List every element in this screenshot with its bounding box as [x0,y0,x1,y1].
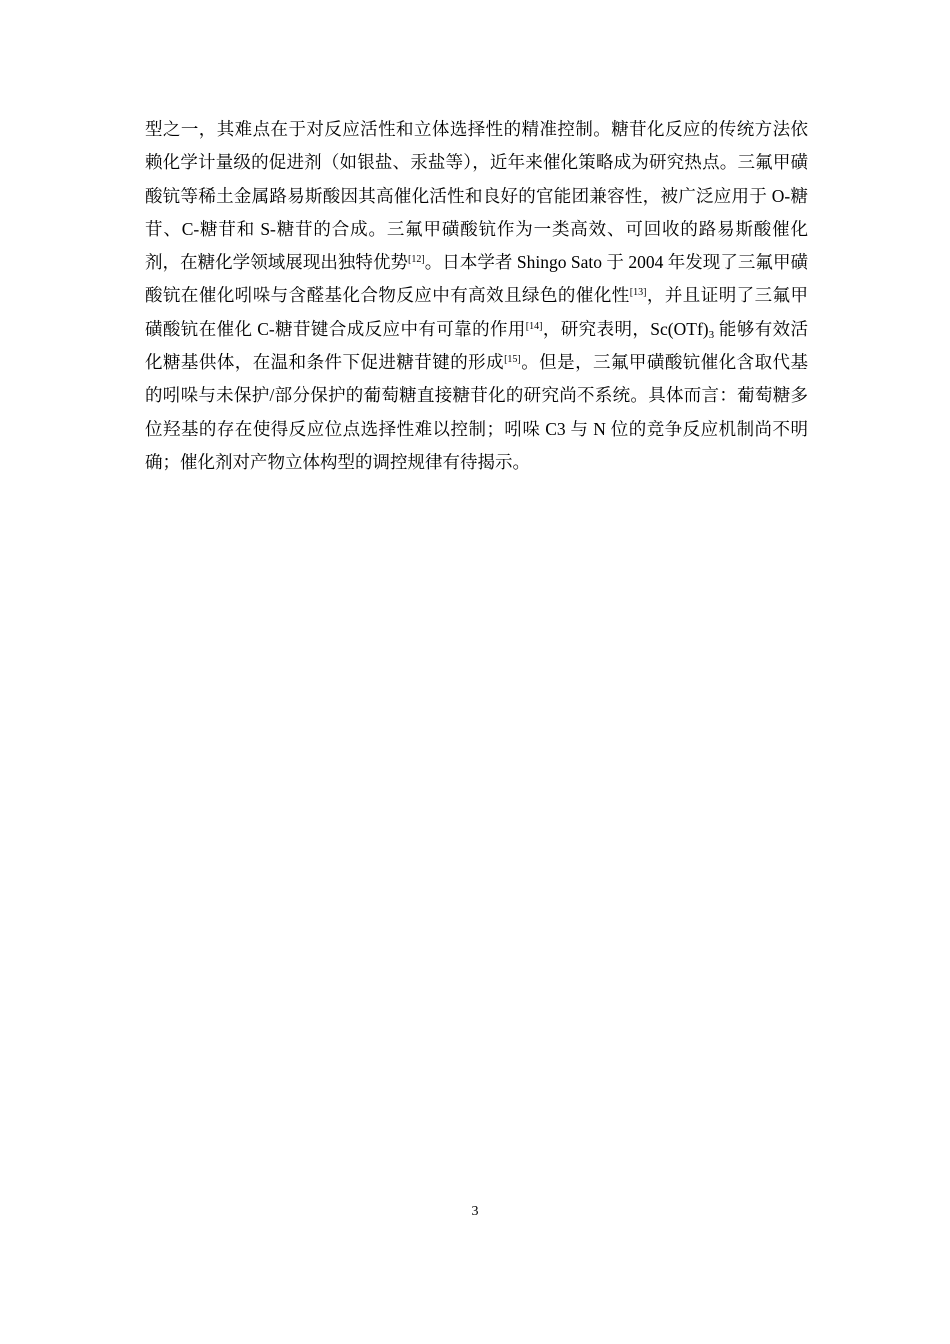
text-run: ，并且证明了三氟甲磺酸钪在催化 C-糖苷键合成反应中有可靠的作用 [145,285,809,339]
citation-12: [12] [408,254,425,266]
citation-15: [15] [504,354,521,366]
text-run: 。日本学者 Shingo Sato 于 2004 年发现了三氟甲磺酸钪在催化吲哚与含醛基化合物反应中有高效且绿色的催化性 [145,252,808,306]
subscript-3: 3 [708,328,715,341]
text-run: ，研究表明，Sc(OTf) [542,318,709,339]
citation-13: [13] [629,287,647,299]
body-paragraph [145,113,808,479]
page-number: 3 [471,1204,479,1219]
text-run: 能够有效活化糖基供体，在温和条件下促进糖苷键的形成 [145,318,809,373]
text-run: 。但是，三氟甲磺酸钪催化含取代基的吲哚与未保护/部分保护的葡萄糖直接糖苷化的研究尚不系统。具体而言：葡萄糖多位羟基的存在使得反应位点选择性难以控制；吲哚 C3 与 N 位的竞争反应机制尚不明确；催化剂对产物立体构型的调控规律有待揭示。 [145,352,809,472]
text-run: 型之一，其难点在于对反应活性和立体选择性的精准控制。糖苷化反应的传统方法依赖化学计量级的促进剂（如银盐、汞盐等），近年来催化策略成为研究热点。三氟甲磺酸钪等稀土金属路易斯酸因其高催化活性和良好的官能团兼容性，被广泛应用于 O-糖苷、C-糖苷和 S-糖苷的合成。三氟甲磺酸钪作为一类高效、可回收的路易斯酸催化剂，在糖化学领域展现出独特优势 [145,119,808,273]
citation-14: [14] [525,320,543,332]
